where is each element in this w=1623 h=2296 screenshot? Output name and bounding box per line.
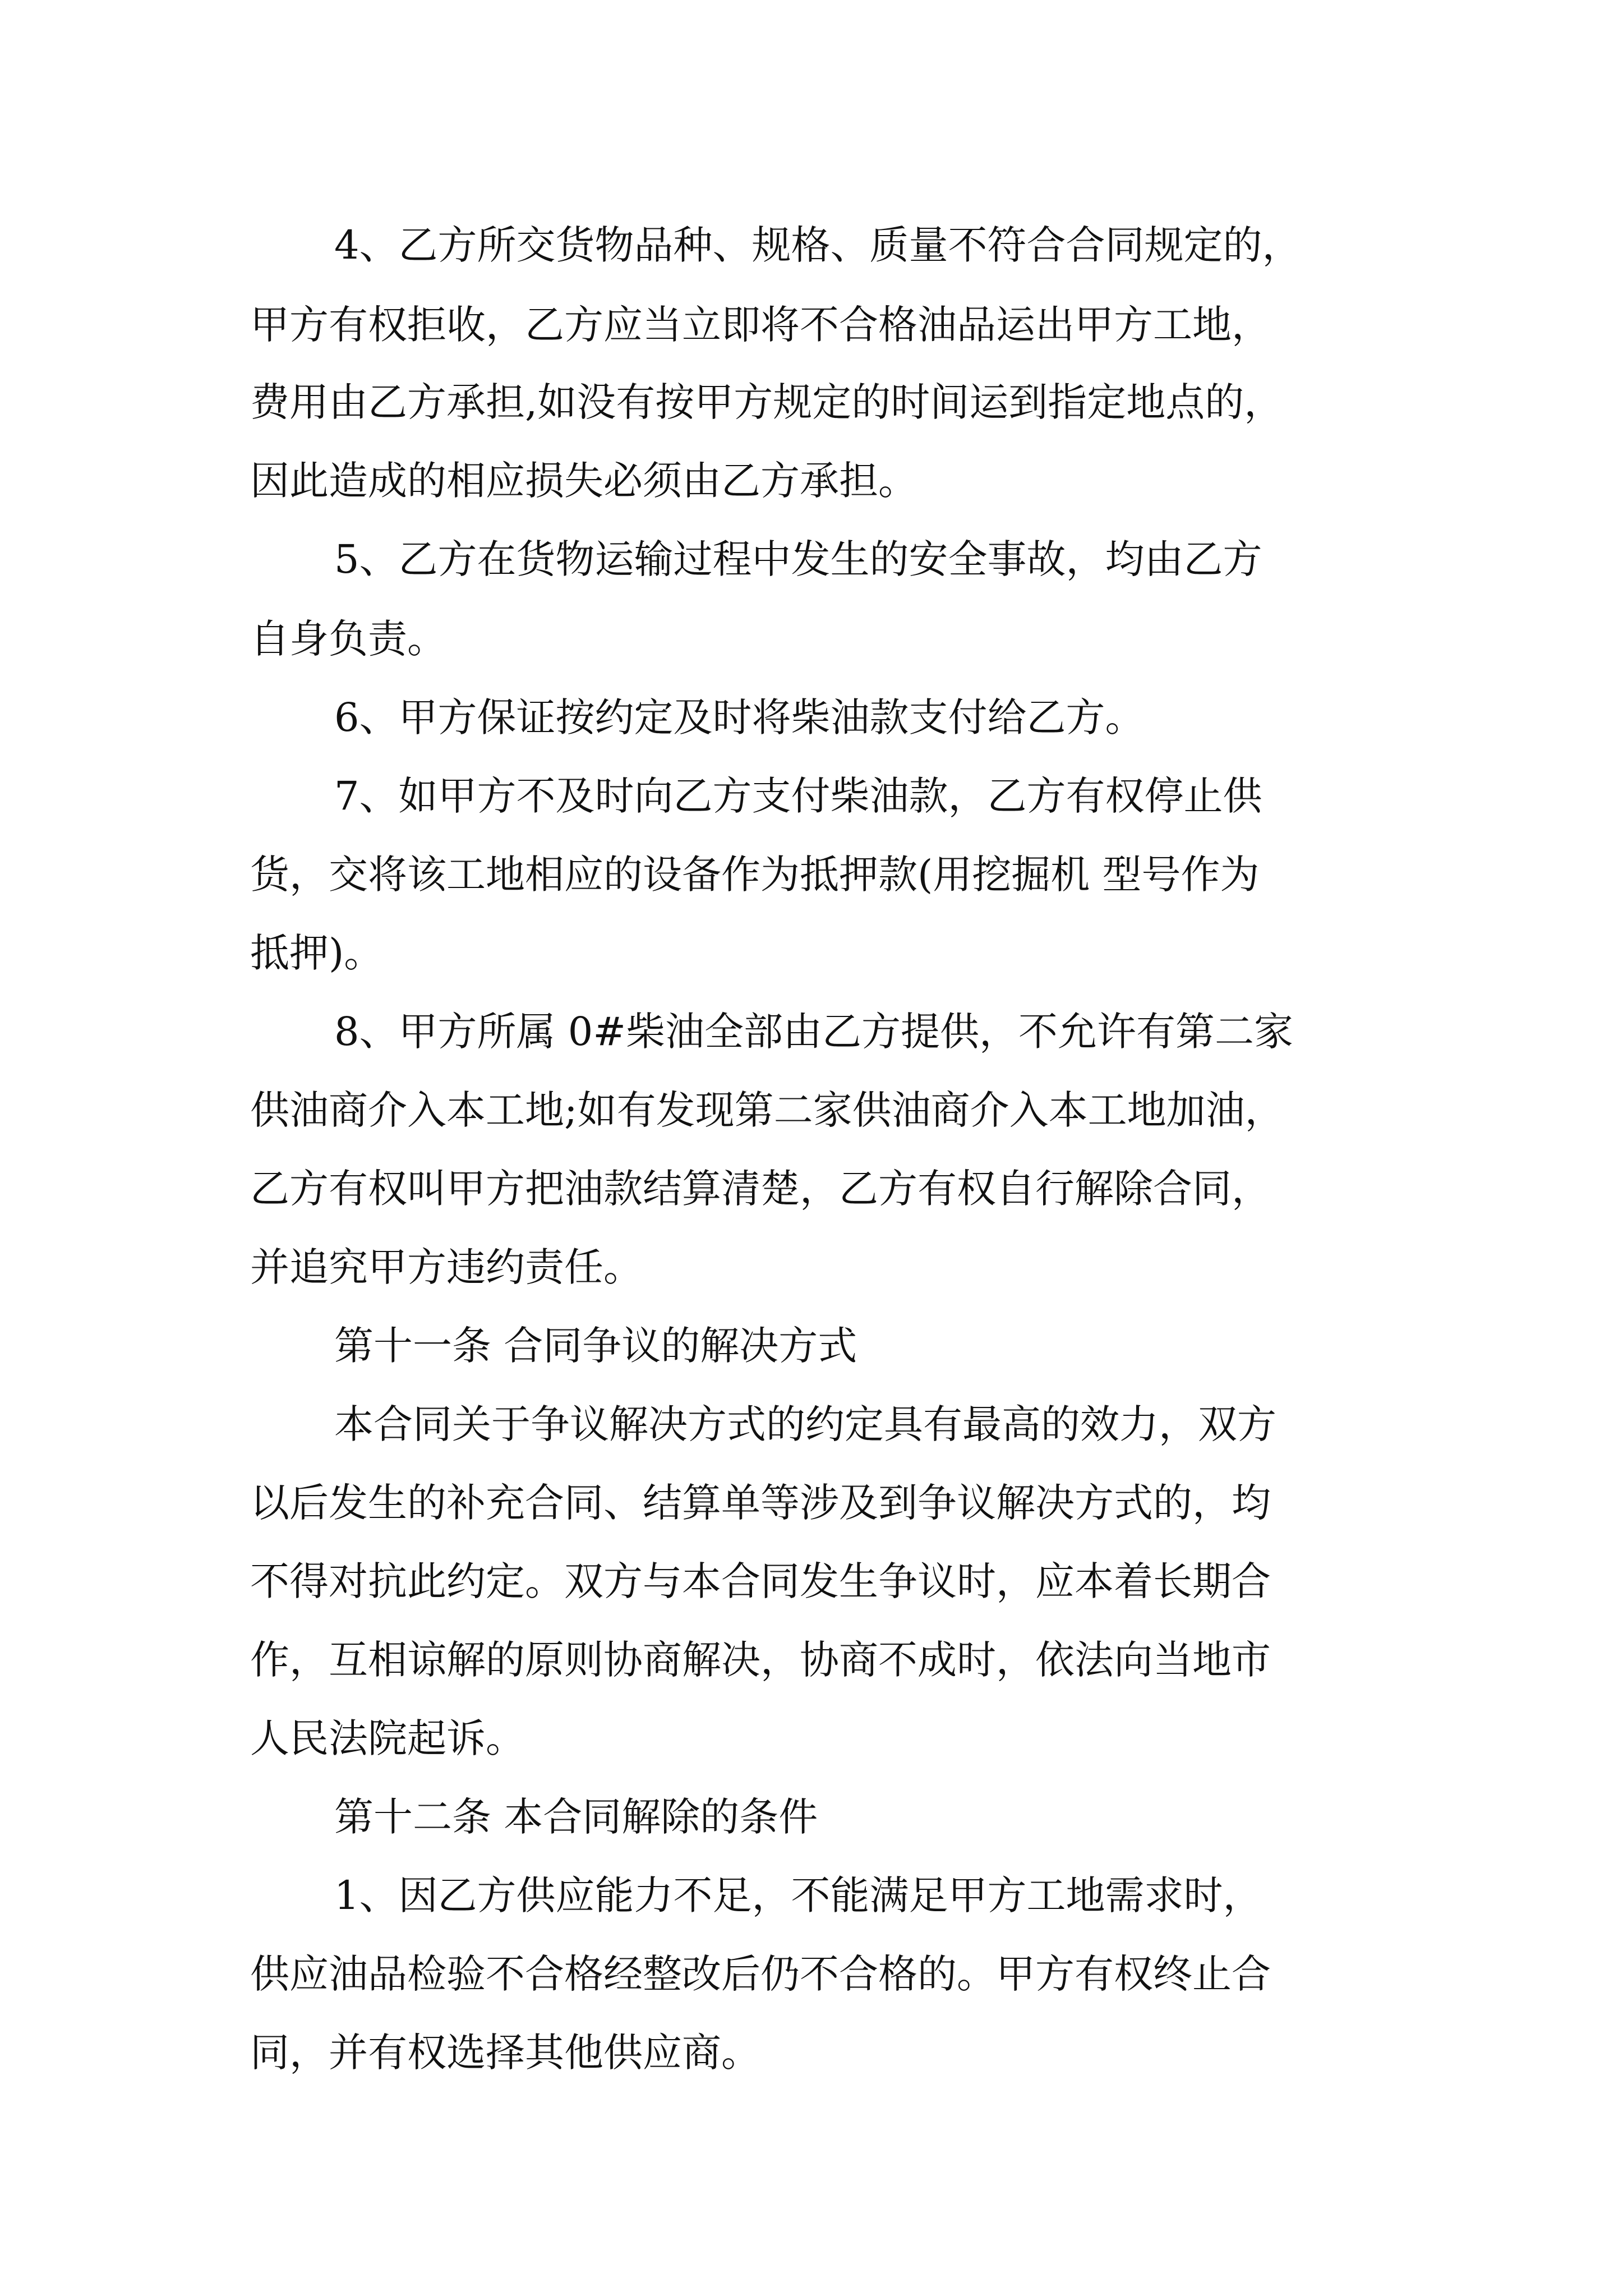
text-line: 货，交将该工地相应的设备作为抵押款(用挖掘机 型号作为 <box>250 852 1260 898</box>
text-line: 以后发生的补充合同、结算单等涉及到争议解决方式的，均 <box>250 1480 1271 1526</box>
text-line: 本合同关于争议解决方式的约定具有最高的效力，双方 <box>334 1401 1276 1447</box>
text-line: 同，并有权选择其他供应商。 <box>250 2030 760 2076</box>
text-line: 1、因乙方供应能力不足，不能满足甲方工地需求时， <box>334 1872 1262 1918</box>
text-line: 供油商介入本工地;如有发现第二家供油商介入本工地加油， <box>250 1087 1284 1133</box>
text-line: 自身负责。 <box>250 616 446 662</box>
text-line: 8、甲方所属 0#柴油全部由乙方提供，不允许有第二家 <box>334 1009 1293 1055</box>
text-line: 作，互相谅解的原则协商解决，协商不成时，依法向当地市 <box>250 1637 1271 1683</box>
text-line: 供应油品检验不合格经整改后仍不合格的。甲方有权终止合 <box>250 1951 1271 1997</box>
text-line: 人民法院起诉。 <box>250 1715 525 1761</box>
text-line: 乙方有权叫甲方把油款结算清楚，乙方有权自行解除合同， <box>250 1166 1271 1212</box>
text-line: 甲方有权拒收，乙方应当立即将不合格油品运出甲方工地， <box>250 302 1271 348</box>
section-heading: 第十一条 合同争议的解决方式 <box>334 1323 857 1369</box>
text-line: 5、乙方在货物运输过程中发生的安全事故，均由乙方 <box>334 536 1262 582</box>
text-line: 抵押)。 <box>250 930 384 976</box>
text-line: 4、乙方所交货物品种、规格、质量不符合合同规定的， <box>334 222 1302 268</box>
text-line: 不得对抗此约定。双方与本合同发生争议时，应本着长期合 <box>250 1558 1271 1604</box>
section-heading: 第十二条 本合同解除的条件 <box>334 1794 818 1840</box>
text-line: 并追究甲方违约责任。 <box>250 1244 643 1290</box>
text-line: 6、甲方保证按约定及时将柴油款支付给乙方。 <box>334 694 1145 740</box>
text-line: 因此造成的相应损失必须由乙方承担。 <box>250 458 917 504</box>
text-line: 费用由乙方承担,如没有按甲方规定的时间运到指定地点的， <box>250 379 1284 425</box>
text-line: 7、如甲方不及时向乙方支付柴油款，乙方有权停止供 <box>334 773 1262 819</box>
